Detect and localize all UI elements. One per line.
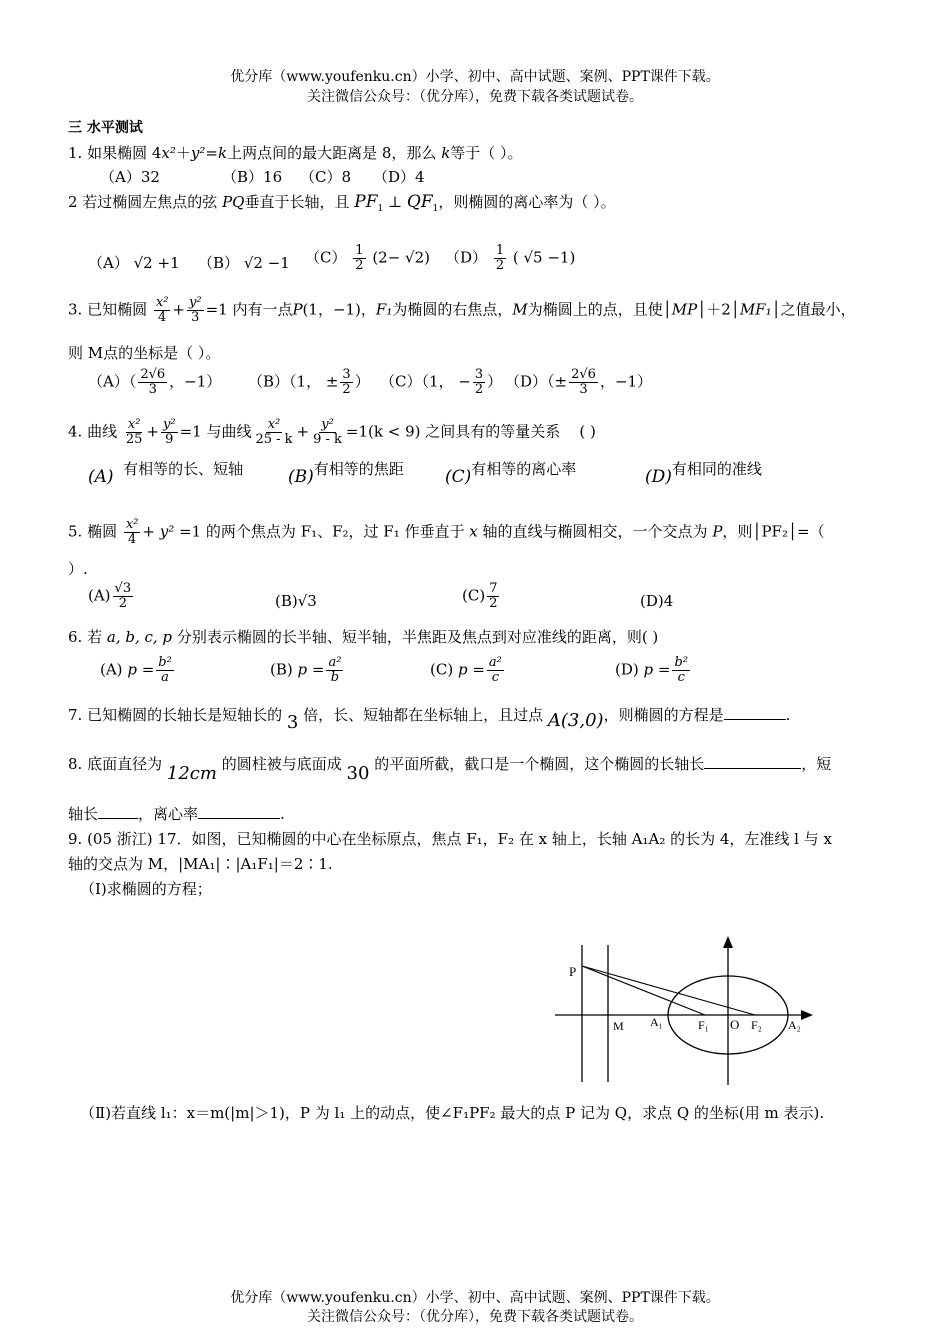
label-o: O — [730, 1017, 740, 1032]
question-4: 4. 曲线 $\frac{\text{x²}}{25}$ + $\frac{\text{y²}}{9}$ =1 与曲线 $\frac{\text{x²}}{25 - k}$ + $\frac{\text{y²}}{9 - k}$ =1(k < 9) 之间具有的等量关系 ( ) — [68, 417, 596, 447]
q2-opt-c-label: （C） — [305, 248, 347, 267]
q2-qf: QF — [406, 192, 433, 212]
q2-opt-b-label: （B） — [198, 254, 240, 272]
header-line-2: 关注微信公众号：（优分库），免费下载各类试题试卷。 — [307, 89, 643, 105]
ellipse-figure — [555, 930, 825, 1090]
q1-option-c: （C）8 — [300, 168, 352, 186]
q3-point: (1，−1)， — [302, 300, 376, 319]
question-3: 3. 已知椭圆 $\frac{\text{x²}}{4}$ + $\frac{\text{y²}}{3}$ =1 内有一点P(1，−1)，F₁为椭圆的右焦点，M为椭圆上的点，且使│MP│＋2│MF₁│之值最小， — [68, 295, 856, 325]
q3-f1: F₁ — [375, 300, 393, 319]
q6-option-c: (C) p = $\frac{\text{a²}}{c}$ — [430, 655, 502, 685]
q3-option-b: （B）（1， ± $\frac{3}{2}$ ） — [248, 367, 370, 397]
q2-opt-a-value: √2 +1 — [133, 254, 180, 272]
q2-stem-3: ，则椭圆的离心率为（ ）。 — [438, 193, 616, 211]
q1-plus: ＋ — [175, 144, 191, 162]
q3-frac-y: $\frac{\text{y²}}{3}$ — [189, 295, 202, 325]
label-a2: A₂ — [788, 1018, 801, 1032]
q9-part-2: （Ⅱ)若直线 l₁：x＝m(|m|＞1)，P 为 l₁ 上的动点，使∠F₁PF₂ 最大的点 P 记为 Q，求点 Q 的坐标(用 m 表示). — [80, 1104, 825, 1122]
q5-option-c: (C) $\frac{7}{2}$ — [462, 581, 498, 611]
q5-option-a: (A) $\frac{√3}{2}$ — [88, 581, 132, 611]
q2-option-b — [198, 252, 290, 273]
label-f2: F₂ — [751, 1018, 762, 1032]
q6-option-b: (B) p = $\frac{\text{a²}}{b}$ — [270, 655, 342, 685]
q5-option-b: (B)√3 — [275, 592, 317, 610]
q2-sub-2: 1 — [432, 204, 439, 214]
q6-option-a: (A) p = $\frac{\text{b²}}{a}$ — [100, 655, 172, 685]
q1-eq: = — [205, 144, 218, 162]
q1-option-a: （A）32 — [100, 168, 160, 186]
question-5: 5. 椭圆 $\frac{\text{x²}}{4}$ + y² =1 的两个焦点为 F₁、F₂，过 F₁ 作垂直于 x 轴的直线与椭圆相交，一个交点为 P，则│PF₂│=（ — [68, 517, 825, 547]
q4-option-a: (A) 有相等的长、短轴 — [88, 460, 244, 487]
label-m: M — [613, 1019, 624, 1033]
label-f1: F₁ — [698, 1018, 709, 1032]
y-axis-arrow — [723, 936, 733, 948]
q1-y2: y² — [190, 144, 206, 162]
q5-option-d: (D)4 — [640, 592, 674, 610]
q4-option-b: (B)有相等的焦距 — [288, 460, 404, 487]
q5-line-2: ）. — [68, 560, 88, 578]
q3-m: M — [512, 300, 528, 319]
q9-line-2: 轴的交点为 M，|MA₁|∶|A₁F₁|＝2∶1. — [68, 855, 333, 873]
q2-opt-c-value: (2− √2) — [372, 248, 431, 267]
question-8: 8. 底面直径为 12cm 的圆柱被与底面成 30 的平面所截，截口是一个椭圆，这个椭圆的长轴长 ，短 — [68, 755, 832, 784]
q3-stem: 3. 已知椭圆 — [68, 300, 148, 319]
q2-opt-c-frac: $\frac{1}{2}$ — [355, 243, 364, 273]
q2-option-a — [88, 252, 180, 273]
q1-option-d: （D）4 — [373, 168, 425, 186]
q1-stem-2: 上两点间的最大距离是 8，那么 — [227, 144, 437, 162]
q2-option-d — [445, 244, 575, 273]
question-7: 7. 已知椭圆的长轴长是短轴长的 3 倍，长、短轴都在坐标轴上，且过点 A(3,0)，则椭圆的方程是 . — [68, 706, 791, 733]
q3-option-c: （C）（1， − $\frac{3}{2}$ ） — [380, 367, 503, 397]
q8-line-2: 轴长 ，离心率 . — [68, 805, 285, 823]
segment-pf1 — [582, 966, 705, 1015]
q6-option-d: (D) p = $\frac{\text{b²}}{c}$ — [615, 655, 689, 685]
footer-line-2: 关注微信公众号：（优分库），免费下载各类试题试卷。 — [307, 1309, 643, 1325]
q3-option-d: （D）（± $\frac{2√6}{3}$ ，−1） — [505, 367, 653, 397]
q2-sub-1: 1 — [377, 204, 384, 214]
q3-frac-x: $\frac{\text{x²}}{4}$ — [155, 295, 169, 325]
q2-opt-a-label: （A） — [88, 254, 129, 272]
q3-line-2: 则 M点的坐标是（ ）。 — [68, 344, 221, 362]
q3-p: P — [292, 300, 303, 319]
label-p: P — [569, 964, 577, 979]
q2-stem-2: 垂直于长轴，且 — [244, 193, 350, 211]
q2-opt-d-label: （D） — [445, 248, 488, 267]
question-6: 6. 若 a, b, c, p 分别表示椭圆的长半轴、短半轴，半焦距及焦点到对应准线的距离，则( ) — [68, 628, 659, 646]
q3-stem-6: │之值最小， — [771, 300, 856, 319]
q9-line-1: 9. (05 浙江) 17．如图，已知椭圆的中心在坐标原点，焦点 F₁，F₂ 在 x 轴上，长轴 A₁A₂ 的长为 4，左准线 l 与 x — [68, 830, 832, 848]
q1-k2: k — [441, 144, 451, 162]
q3-mf1: MF₁ — [739, 300, 772, 319]
q2-opt-d-frac: $\frac{1}{2}$ — [495, 243, 505, 273]
q3-option-a: （A）（ $\frac{2√6}{3}$ ，−1） — [88, 367, 222, 397]
q9-part-1: （Ⅰ)求椭圆的方程； — [80, 880, 212, 898]
q3-mp: MP — [671, 300, 698, 319]
section-title: 三 水平测试 — [68, 120, 143, 136]
q3-stem-5: │＋2│ — [697, 300, 740, 319]
q2-perp: ⊥ — [388, 193, 403, 211]
q2-stem: 2 若过椭圆左焦点的弦 — [68, 193, 218, 211]
q2-pf: PF — [354, 192, 378, 212]
q2-option-c — [305, 244, 430, 273]
q1-x2: x² — [161, 144, 176, 162]
label-a1: A₁ — [650, 1015, 663, 1029]
x-axis-arrow — [801, 1010, 813, 1020]
q2-pq: PQ — [222, 193, 245, 211]
footer-line-1: 优分库（www.youfenku.cn）小学、初中、高中试题、案例、PPT课件下载。 — [230, 1290, 720, 1306]
q4-option-c: (C)有相等的离心率 — [445, 460, 577, 487]
q3-stem-4: 为椭圆上的点，且使│ — [527, 300, 672, 319]
q1-option-b: （B）16 — [222, 168, 283, 186]
question-2 — [68, 191, 616, 214]
q4-option-d: (D)有相同的准线 — [645, 460, 762, 487]
q3-stem-2: =1 内有一点 — [205, 300, 293, 319]
header-line-1: 优分库（www.youfenku.cn）小学、初中、高中试题、案例、PPT课件下载。 — [230, 69, 720, 85]
q3-stem-3: 为椭圆的右焦点， — [392, 300, 513, 319]
question-1 — [68, 142, 523, 163]
q2-opt-b-value: √2 −1 — [243, 254, 290, 272]
q2-opt-d-value: ( √5 −1) — [512, 248, 576, 267]
q1-stem: 1. 如果椭圆 4 — [68, 144, 162, 162]
q1-stem-3: 等于（ ）。 — [450, 144, 523, 162]
q1-k: k — [217, 144, 228, 162]
